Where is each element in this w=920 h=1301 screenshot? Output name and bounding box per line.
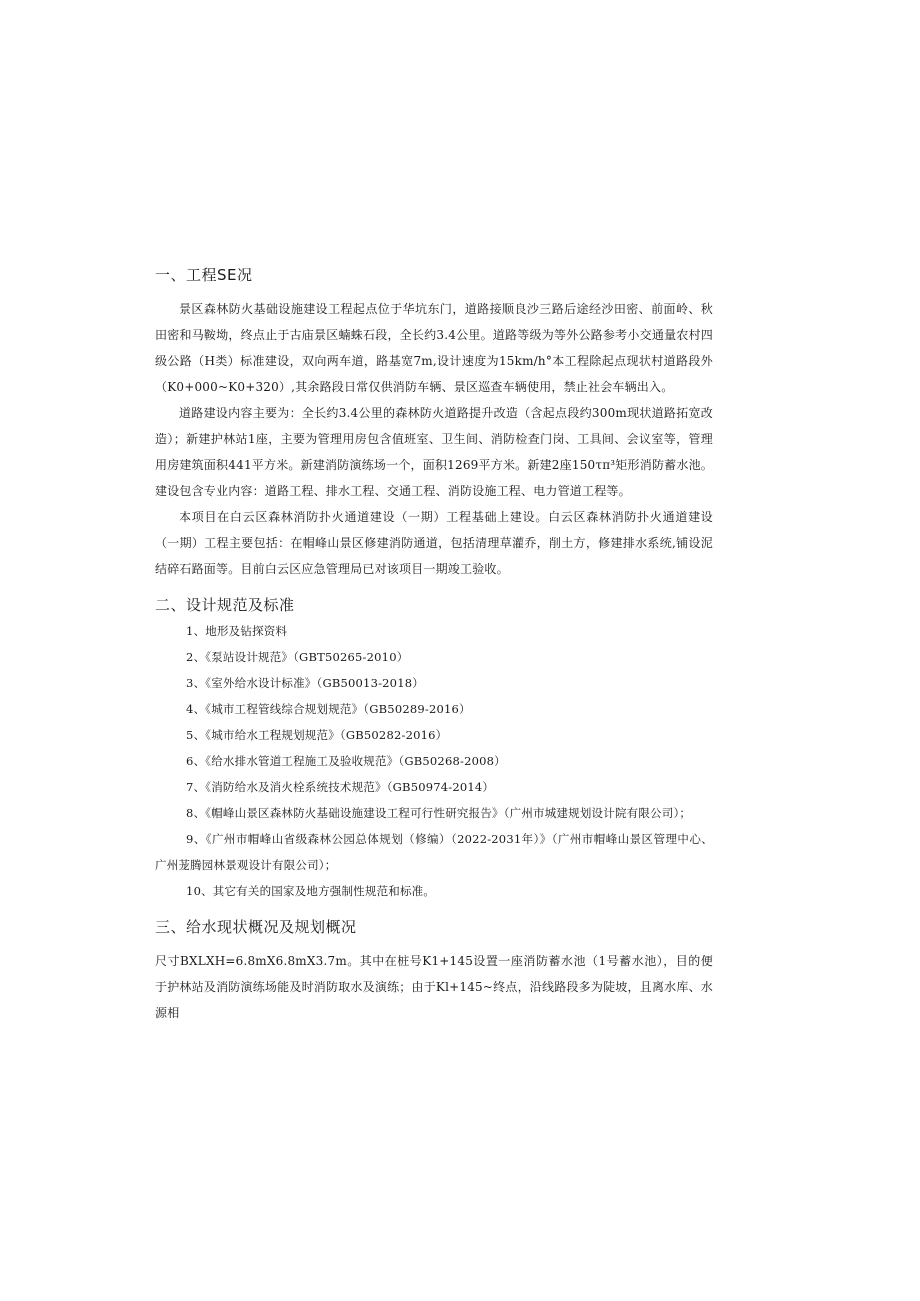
document-page <box>155 262 713 1026</box>
section-1-paragraph-2: 道路建设内容主要为：全长约3.4公里的森林防火道路提升改造（含起点段约300m现状道路拓宽改造）；新建护林站1座，主要为管理用房包含值班室、卫生间、消防检查门岗、工具间、会议室等，管理用房建筑面积441平方米。新建消防演练场一个，面积1269平方米。新建2座150τπ³矩形消防蓄水池。建设包含专业内容：道路工程、排水工程、交通工程、消防设施工程、电力管道工程等。 <box>155 406 713 498</box>
standards-list-item: 5、《城市给水工程规划规范》（GB50282-2016） <box>186 728 448 742</box>
standards-list <box>155 618 713 904</box>
standards-list-item: 1、地形及钻探资料 <box>186 624 288 638</box>
standards-list-item: 8、《帽峰山景区森林防火基础设施建设工程可行性研究报告》（广州市城建规划设计院有限公司）； <box>186 806 692 820</box>
section-1-paragraph-3: 本项目在白云区森林消防扑火通道建设（一期）工程基础上建设。白云区森林消防扑火通道建设（一期）工程主要包括：在帽峰山景区修建消防通道，包括清理草灌乔，削土方，修建排水系统,铺设泥结碎石路面等。目前白云区应急管理局已对该项目一期竣工验收。 <box>155 510 713 576</box>
standards-list-item: 9、《广州市帽峰山省级森林公园总体规划（修编）（2022-2031年）》（广州市帽峰山景区管理中心、广州茏腾园林景观设计有限公司）； <box>155 832 713 872</box>
section-3-paragraph-1: 尺寸BXLXH=6.8mX6.8mX3.7m。其中在桩号K1+145设置一座消防蓄水池（1号蓄水池），目的便于护林站及消防演练场能及时消防取水及演练；由于Kl+145~终点，沿线路段多为陡坡，且离水库、水源相 <box>155 954 713 1020</box>
standards-list-item: 2、《泵站设计规范》（GBT50265-2010） <box>186 650 409 664</box>
standards-list-item: 7、《消防给水及消火栓系统技术规范》（GB50974-2014） <box>186 780 495 794</box>
standards-list-item: 3、《室外给水设计标准》（GB50013-2018） <box>186 676 424 690</box>
standards-list-item: 10、其它有关的国家及地方强制性规范和标准。 <box>186 884 436 898</box>
section-2-heading: 二、设计规范及标准 <box>155 596 295 614</box>
standards-list-item: 6、《给水排水管道工程施工及验收规范》（GB50268-2008） <box>186 754 506 768</box>
section-1-heading: 一、工程SE况 <box>155 266 253 284</box>
section-3-heading: 三、给水现状概况及规划概况 <box>155 918 357 936</box>
standards-list-item: 4、《城市工程管线综合规划规范》（GB50289-2016） <box>186 702 471 716</box>
section-1-paragraph-1: 景区森林防火基础设施建设工程起点位于华坑东门，道路接顺良沙三路后途经沙田密、前面岭、秋田密和马鞍坳，终点止于古庙景区蝻蛛石段，全长约3.4公里。道路等级为等外公路参考小交通量农村四级公路（H类）标准建设，双向两车道，路基宽7m,设计速度为15km/h°本工程除起点现状村道路段外（K0+000~K0+320）,其余路段日常仅供消防车辆、景区巡查车辆使用，禁止社会车辆出入。 <box>155 302 713 394</box>
